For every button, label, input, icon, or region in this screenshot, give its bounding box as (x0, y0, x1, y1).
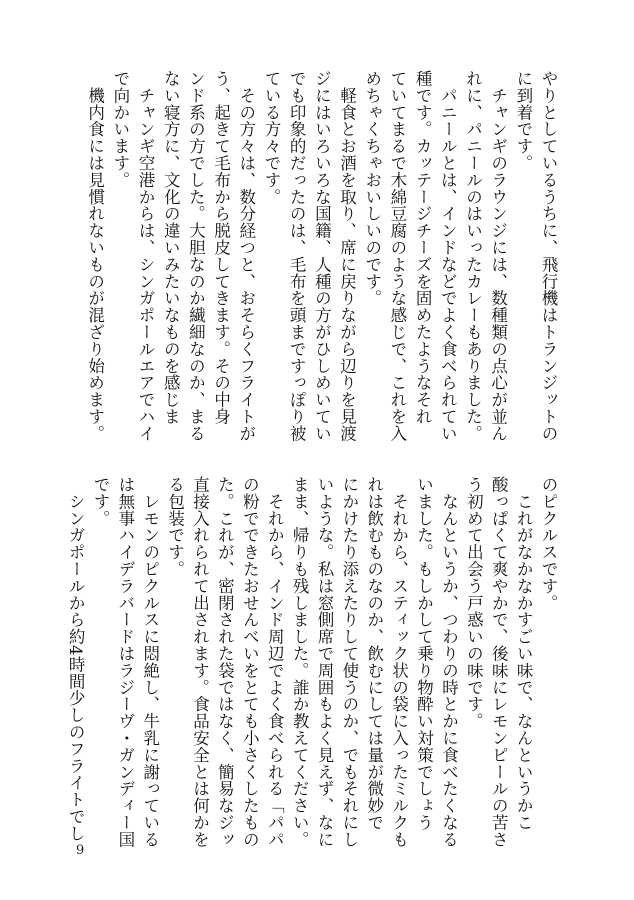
text-line: 酸っぱくて爽やかで、後味にレモンピールの苦さ (489, 476, 509, 848)
text-line: めちゃくちゃおいしいのです。 (362, 70, 382, 307)
text-line: パニールとは、インドなどでよく食べられてい (438, 86, 458, 442)
text-line: 軽食とお酒を取り、席に戻りながら辺りを見渡 (337, 86, 357, 442)
page-number: 9 (76, 843, 85, 858)
text-line: その方々は、数分経つと、おそらくフライトが (236, 86, 256, 442)
text-line: ていてまるで木綿豆腐のような感じで、これを入 (387, 70, 407, 442)
text-line: シンガポールから約4時間少しのフライトでし (66, 492, 86, 842)
text-line: に到着です。 (513, 70, 533, 172)
text-line: なんというか、つわりの時とかに食べたくなる (439, 492, 459, 848)
text-line: は無事ハイデラバードはラジーヴ・ガンディー国 (115, 476, 135, 848)
text-line: れに、パニールのはいったカレーもありました。 (463, 70, 483, 442)
text-line: で向かいます。 (110, 70, 130, 189)
text-line: やりとしているうちに、飛行機はトランジットの (539, 70, 558, 442)
text-line: ない寝方に、文化の違いみたいなものを感じま (161, 70, 181, 425)
text-line: た。これが、密閉された袋ではなく、簡易なジッ (215, 476, 235, 848)
text-line: チャンギ空港からは、シンガポールエアでハイ (136, 86, 155, 442)
text-line: です。 (90, 476, 110, 527)
text-line: ている方々です。 (261, 70, 281, 206)
text-line: これがなかなかすごい味で、なんというかこ (514, 492, 534, 831)
text-block-top (82, 70, 561, 442)
text-line: ンド系の方でした。大胆なのか繊細なのか、まる (186, 70, 206, 442)
text-line: ジにはいろいろな国籍、人種の方がひしめいてい (312, 70, 332, 442)
text-line: 機内食には見慣れないものが混ざり始めます。 (85, 86, 105, 442)
text-line: う、起きて毛布から脱皮してきます。その中身 (211, 70, 231, 425)
text-line: にかけたり添えたりして使うのか、でもそれにし (339, 476, 359, 848)
text-line: それから、インド周辺でよく食べられる「パパ (265, 492, 285, 848)
text-line: レモンのピクルスに悶絶し、牛乳に謝っている (140, 492, 160, 848)
text-line: いました。もしかして乗り物酔い対策でしょう (414, 476, 434, 831)
text-line: いような。私は窓側席で周囲もよく見えず、なに (314, 476, 334, 848)
text-line: チャンギのラウンジには、数種類の点心が並ん (488, 86, 508, 442)
text-line: まま、帰りも残しました。誰か教えてください。 (290, 476, 310, 848)
text-line: でも印象的だったのは、毛布を頭まですっぽり被 (287, 70, 307, 442)
text-line: 直接入れられて出されます。食品安全とは何かを (190, 476, 210, 848)
text-line: それから、スティック状の袋に入ったミルクも (389, 492, 409, 848)
text-line: のピクルスです。 (539, 476, 558, 612)
text-line: の粉でできたおせんべいをとても小さくしたもの (240, 476, 260, 848)
text-line: る包装です。 (165, 476, 185, 578)
text-line: れは飲むものなのか、飲むにしては量が微妙で (364, 476, 384, 831)
text-line: う初めて出会う戸惑いの味です。 (464, 476, 484, 730)
text-line: 種です。カッテージチーズを固めたようなそれ (413, 70, 433, 425)
text-block-bottom (63, 476, 561, 848)
